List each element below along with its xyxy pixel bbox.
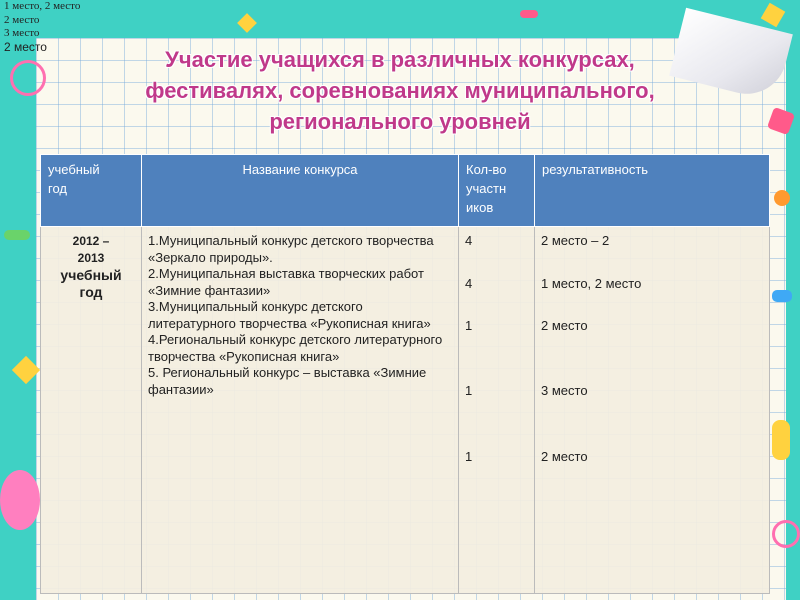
participant-count: 1 xyxy=(465,318,473,333)
participant-count: 1 xyxy=(465,383,473,398)
confetti-shape xyxy=(761,3,786,28)
year-text: 2012 – xyxy=(72,234,110,248)
confetti-shape xyxy=(772,520,800,548)
competitions-table xyxy=(40,154,770,594)
year-text: год xyxy=(79,284,103,300)
confetti-shape xyxy=(4,230,30,240)
header-result: результативность xyxy=(535,155,770,227)
header-year xyxy=(41,155,142,227)
result-text: 3 место xyxy=(541,383,588,398)
title-line: Участие учащихся в различных конкурсах, xyxy=(165,47,635,72)
competition-item: 2.Муниципальная выставка творческих работ «Зимние фантазии» xyxy=(148,266,424,298)
year-cell xyxy=(41,227,142,594)
participant-count: 4 xyxy=(465,276,473,291)
result-text: 2 место – 2 xyxy=(541,233,610,248)
result-cell xyxy=(535,227,770,594)
participant-count: 4 xyxy=(465,233,473,248)
note-line: 3 место xyxy=(4,27,40,39)
confetti-shape xyxy=(772,420,790,460)
header-count xyxy=(459,155,535,227)
competition-item: 1.Муниципальный конкурс детского творчества «Зеркало природы». xyxy=(148,233,434,265)
header-count-line: участн xyxy=(466,181,507,196)
year-text: учебный xyxy=(60,267,122,283)
result-text: 2 место xyxy=(541,318,588,333)
confetti-shape xyxy=(774,190,790,206)
table-row xyxy=(41,227,770,594)
result-text: 2 место xyxy=(541,449,588,464)
confetti-shape xyxy=(520,10,538,18)
year-text: 2013 xyxy=(77,251,105,265)
header-count-line: иков xyxy=(466,200,494,215)
note-line: 2 место xyxy=(4,13,40,26)
competition-list-cell xyxy=(142,227,459,594)
result-text: 1 место, 2 место xyxy=(541,276,642,291)
competition-item: 4.Региональный конкурс детского литературного творчества «Рукописная книга» xyxy=(148,332,443,364)
title-line: регионального уровней xyxy=(269,109,531,134)
page-title xyxy=(20,44,780,137)
competition-item: 5. Региональный конкурс – выставка «Зимние фантазии» xyxy=(148,365,427,397)
header-year-line: год xyxy=(48,181,67,196)
count-cell xyxy=(459,227,535,594)
header-count-line: Кол-во xyxy=(466,162,507,177)
note-line: 1 место, 2 место xyxy=(4,0,81,12)
confetti-shape xyxy=(237,13,257,33)
confetti-shape xyxy=(772,290,792,302)
participant-count: 1 xyxy=(465,449,473,464)
note-line: 2 место xyxy=(4,39,47,54)
competition-item: 3.Муниципальный конкурс детского литературного творчества «Рукописная книга» xyxy=(148,299,431,331)
confetti-shape xyxy=(0,470,40,530)
title-line: фестивалях, соревнованиях муниципального, xyxy=(145,78,655,103)
header-name: Название конкурса xyxy=(142,155,459,227)
header-year-line: учебный xyxy=(48,162,100,177)
